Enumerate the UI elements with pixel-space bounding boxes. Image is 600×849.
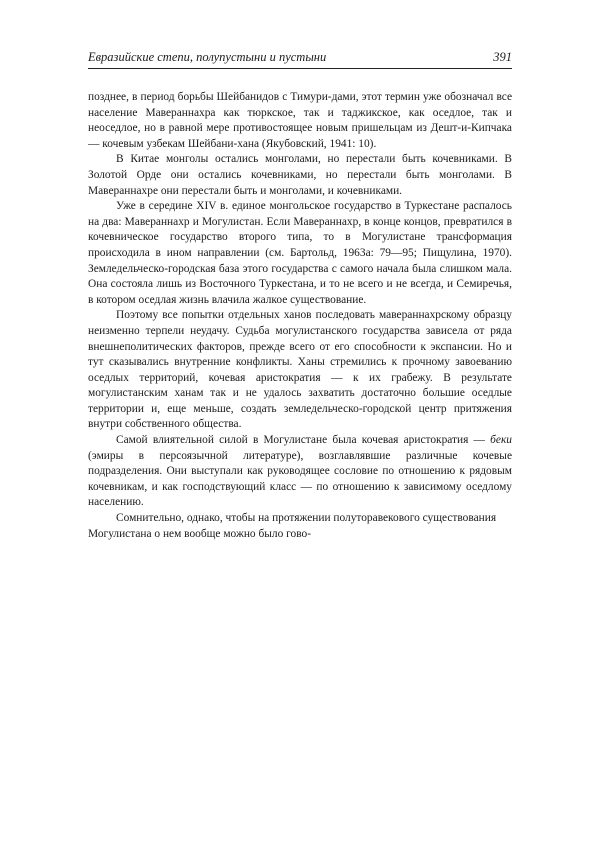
- paragraph-5-rest: (эмиры в персоязычной литературе), возглавлявшие различные кочевые подразделения. Они выступали как руководящее сословие по отношению к рядовым кочевникам, и как господствующий класс — по отношению к зависимому оседлому населению.: [88, 449, 512, 509]
- book-page: [88, 50, 512, 542]
- running-header-title: Евразийские степи, полупустыни и пустыни: [88, 50, 327, 64]
- page-body: [88, 90, 512, 542]
- term-beki: беки: [490, 434, 512, 447]
- running-header: [88, 50, 512, 69]
- paragraph-2: В Китае монголы остались монголами, но перестали быть кочевниками. В Золотой Орде они остались кочевниками, но перестали быть монголами. В Мавераннахре они перестали быть и монголами, и кочевниками.: [88, 153, 512, 197]
- page-number: 391: [493, 50, 512, 64]
- paragraph-5: [88, 433, 512, 511]
- paragraph-1: позднее, в период борьбы Шейбанидов с Тимури-дами, этот термин уже обозначал все население Мавераннахра как тюркское, так и таджикское, как оседлое, так и неоседлое, но в равной мере противостоящее новым пришельцам из Дешт-и-Кипчака — кочевым узбекам Шейбани-хана (Якубовский, 1941: 10).: [88, 91, 512, 150]
- paragraph-4: Поэтому все попытки отдельных ханов последовать мавераннахрскому образцу неизменно терпели неудачу. Судьба могулистанского государства зависела от ряда внешнеполитических факторов, прежде всего от его способности к экспансии. Но и тут сказывались внутренние конфликты. Ханы стремились к прочному завоеванию оседлых территорий, кочевая аристократия — к их грабежу. В результате могулистанским ханам так и не удалось захватить достаточно большие оседлые территории и, еще меньше, создать земледельческо-городской центр притяжения внутри собственного общества.: [88, 309, 512, 431]
- paragraph-6: Сомнительно, однако, чтобы на протяжении полуторавекового существования Могулистана о нем вообще можно было гово-: [88, 512, 497, 540]
- paragraph-5-start: Самой влиятельной силой в Могулистане была кочевая аристократия —: [116, 434, 485, 447]
- paragraph-3: Уже в середине XIV в. единое монгольское государство в Туркестане распалось на два: Мавераннахр и Могулистан. Если Мавераннахр, в конце концов, превратился в кочевническое государство второго типа, то в Могулистане трансформация происходила в ином направлении (см. Бартольд, 1963а: 79—95; Пищулина, 1970). Земледельческо-городская база этого государства с самого начала была слишком мала. Она состояла лишь из Восточного Туркестана, и то не всего и не всегда, и Семиречья, в котором оседлая жизнь влачила жалкое существование.: [88, 200, 512, 306]
